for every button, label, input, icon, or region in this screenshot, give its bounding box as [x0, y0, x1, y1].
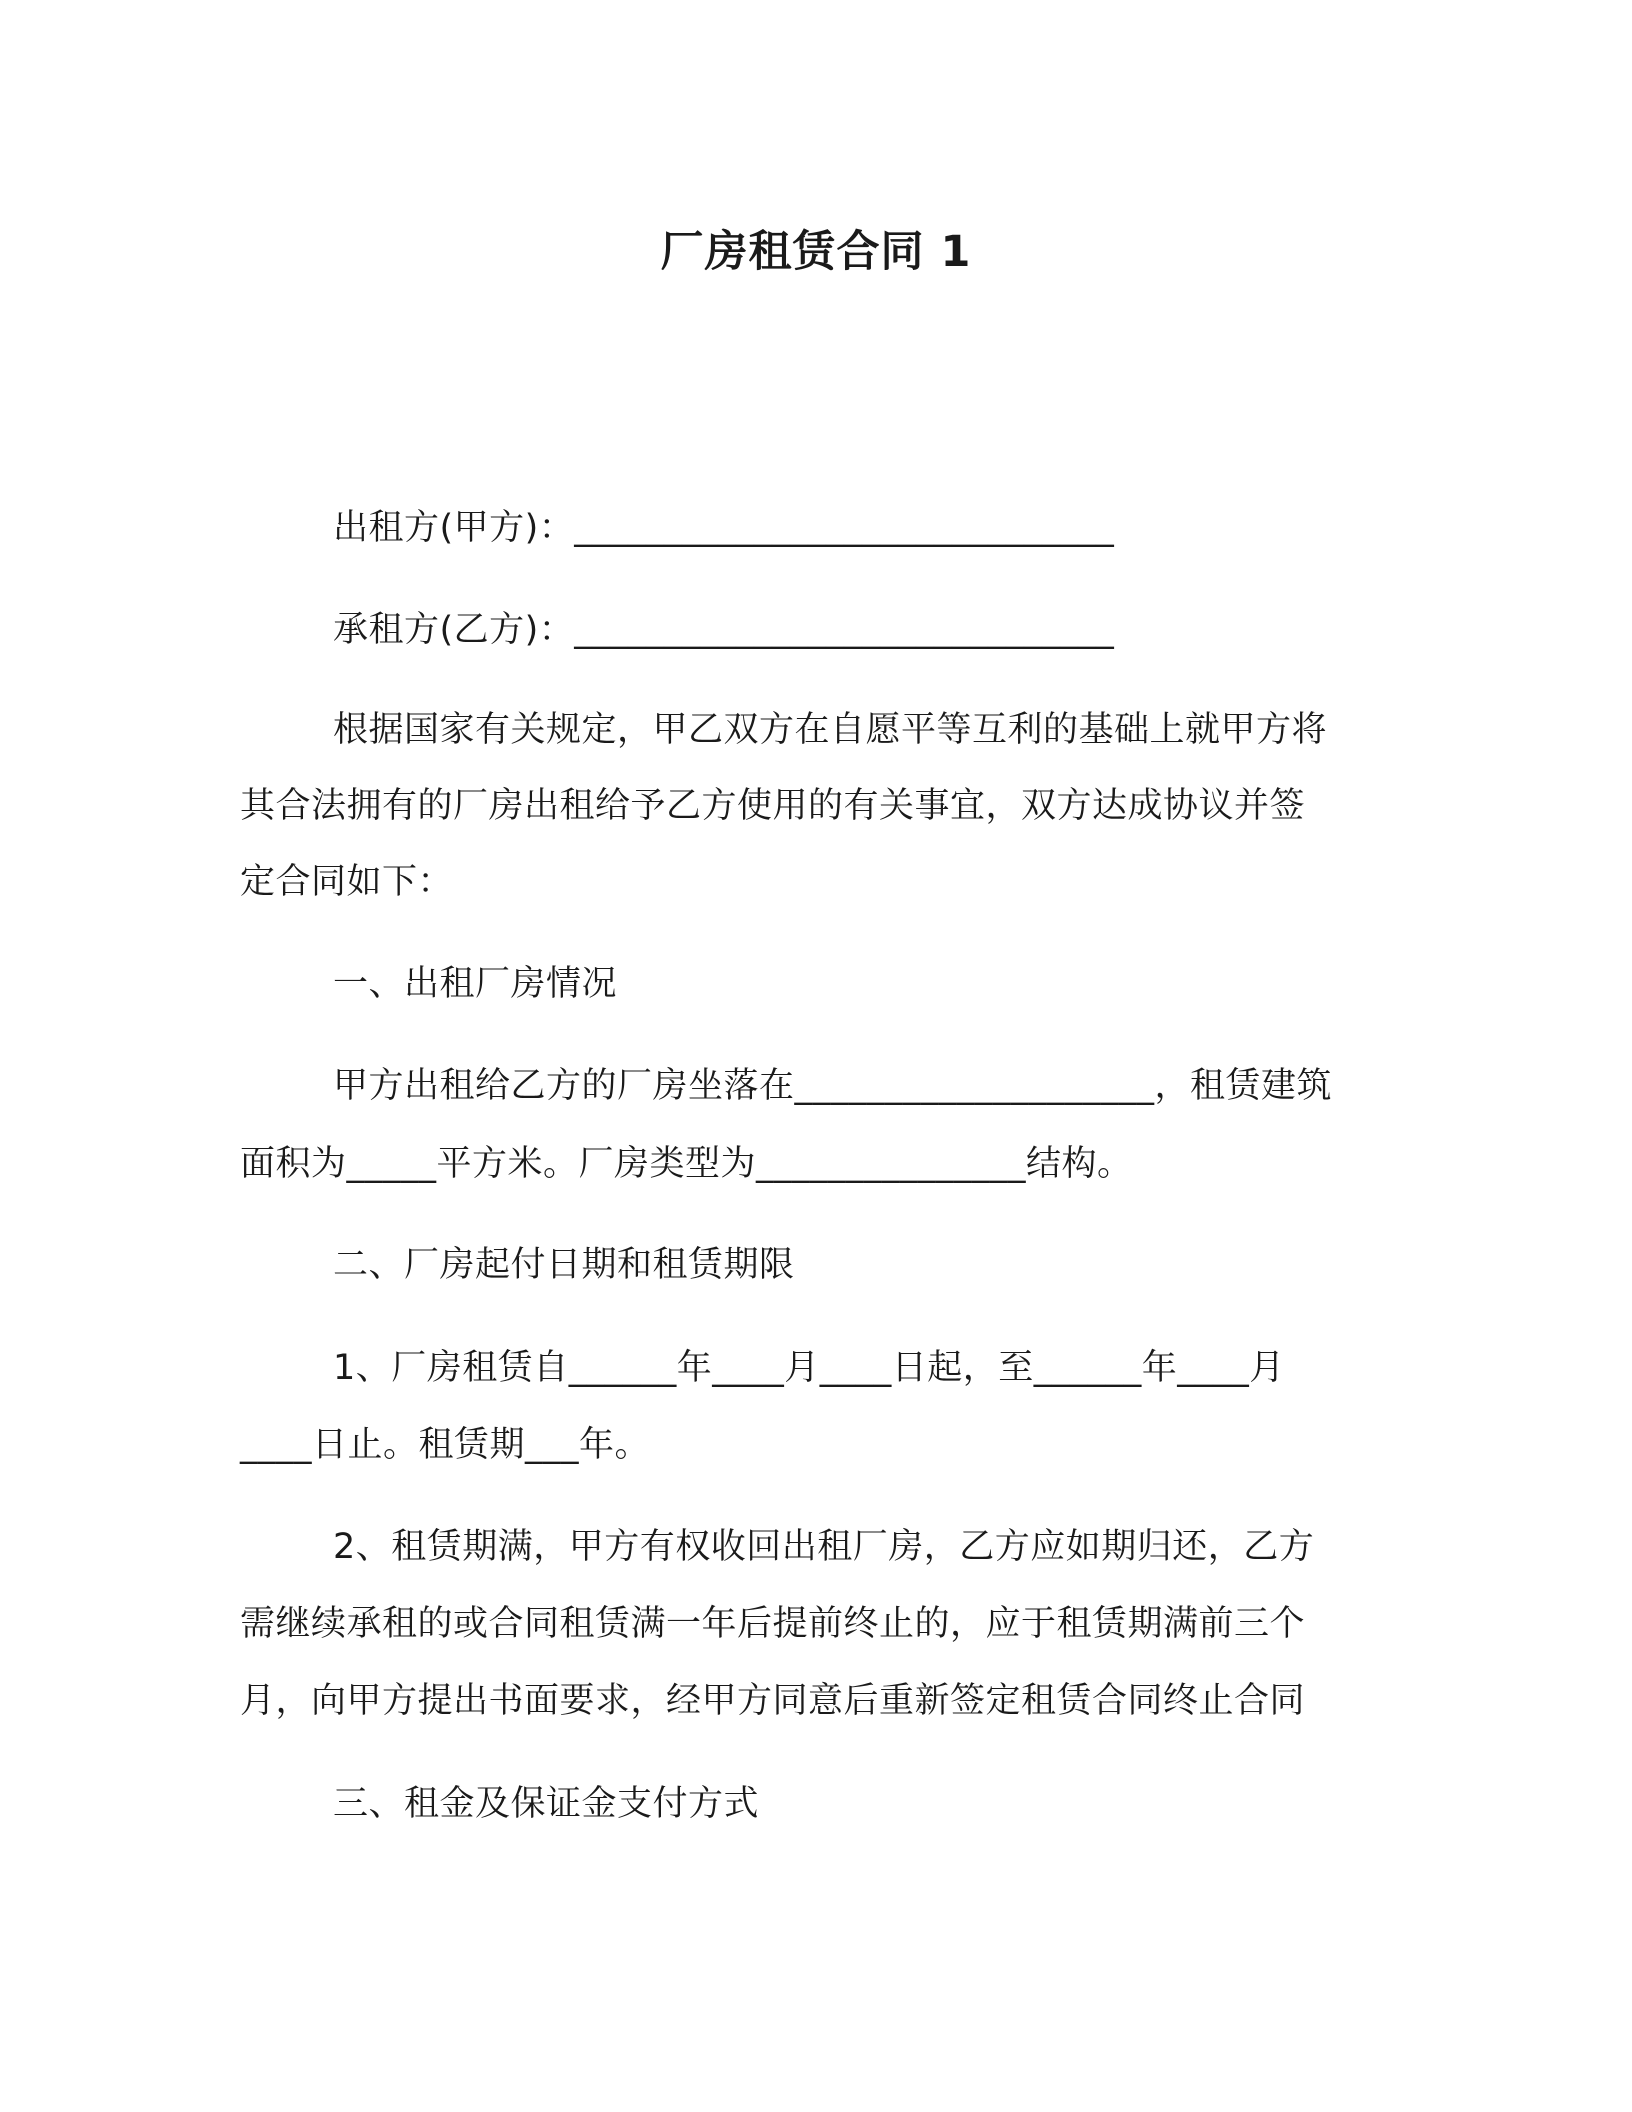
clause-2-1-line-2: ____日止。租赁期___年。 — [240, 1425, 651, 1465]
lessee-line: 承租方(乙方)：______________________________ — [333, 610, 1115, 650]
clause-2-1-line-1: 1、厂房租赁自______年____月____日起，至______年____月 — [333, 1348, 1285, 1388]
section-1-line-2: 面积为_____平方米。厂房类型为_______________结构。 — [240, 1144, 1133, 1184]
clause-2-2-line-1: 2、租赁期满，甲方有权收回出租厂房，乙方应如期归还，乙方 — [333, 1527, 1315, 1567]
lessor-line: 出租方(甲方)：______________________________ — [333, 508, 1115, 548]
document-title: 厂房租赁合同 1 — [660, 227, 972, 277]
preamble-line-3: 定合同如下： — [240, 862, 454, 902]
section-1-line-1: 甲方出租给乙方的厂房坐落在____________________，租赁建筑 — [333, 1066, 1333, 1106]
preamble-line-2: 其合法拥有的厂房出租给予乙方使用的有关事宜，双方达成协议并签 — [240, 786, 1306, 826]
section-2-heading: 二、厂房起付日期和租赁期限 — [333, 1245, 795, 1285]
clause-2-2-line-2: 需继续承租的或合同租赁满一年后提前终止的，应于租赁期满前三个 — [240, 1604, 1306, 1644]
section-1-heading: 一、出租厂房情况 — [333, 964, 618, 1004]
preamble-line-1: 根据国家有关规定，甲乙双方在自愿平等互利的基础上就甲方将 — [333, 710, 1328, 750]
section-3-heading: 三、租金及保证金支付方式 — [333, 1784, 760, 1824]
clause-2-2-line-3: 月，向甲方提出书面要求，经甲方同意后重新签定租赁合同终止合同 — [240, 1681, 1306, 1721]
